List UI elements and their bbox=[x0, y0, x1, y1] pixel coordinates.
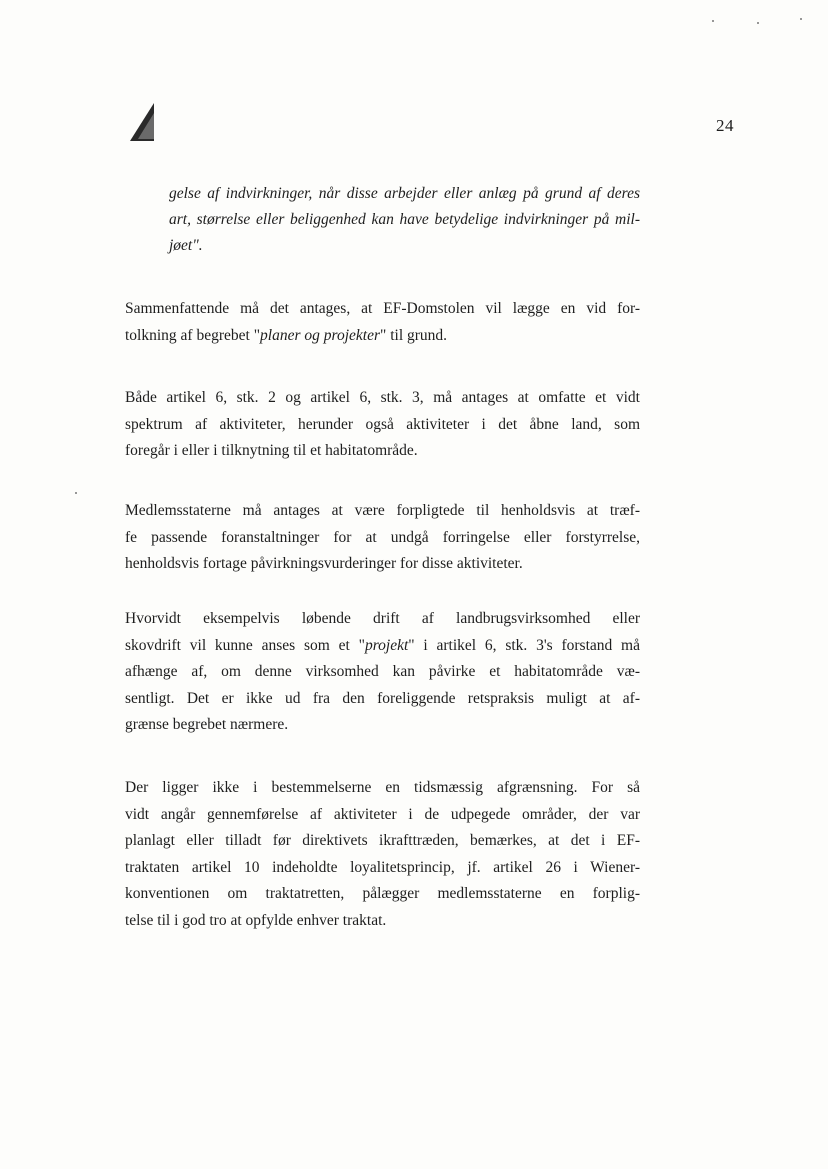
text-line: grænse begrebet nærmere. bbox=[125, 716, 289, 733]
text-line: skovdrift vil kunne anses som et "projekt" i artikel 6, stk. 3's forstand må bbox=[125, 636, 640, 654]
text-line: Hvorvidt eksempelvis løbende drift af landbrugsvirksomhed eller bbox=[125, 610, 640, 627]
text-line: fe passende foranstaltninger for at undgå forringelse eller forstyrrelse, bbox=[125, 528, 640, 546]
text-line: afhænge af, om denne virksomhed kan påvirke et habitatområde væ- bbox=[125, 663, 640, 680]
text-line: tolkning af begrebet "planer og projekter" til grund. bbox=[125, 326, 448, 344]
text-line: Medlemsstaterne må antages at være forpligtede til henholdsvis at træf- bbox=[125, 502, 640, 519]
text-line: telse til i god tro at opfylde enhver traktat. bbox=[125, 911, 387, 929]
paragraph-2 bbox=[125, 385, 640, 465]
scan-speck bbox=[800, 18, 802, 20]
text-line: konventionen om traktatretten, pålægger medlemsstaterne en forplig- bbox=[125, 885, 640, 902]
quote-line: jøet". bbox=[169, 237, 203, 254]
paragraph-4 bbox=[125, 606, 640, 739]
text-line: Sammenfattende må det antages, at EF-Domstolen vil lægge en vid for- bbox=[125, 300, 640, 317]
triangle-logo-icon bbox=[129, 103, 155, 141]
quote-line: art, størrelse eller beliggenhed kan have betydelige indvirkninger på mil- bbox=[169, 211, 640, 228]
italic-term: projekt bbox=[364, 636, 409, 654]
italic-term: planer og projekter bbox=[260, 326, 380, 344]
text-line: foregår i eller i tilknytning til et habitatområde. bbox=[125, 442, 418, 459]
text-line: traktaten artikel 10 indeholdte loyalitetsprincip, jf. artikel 26 i Wiener- bbox=[125, 858, 640, 876]
text-line: henholdsvis fortage påvirkningsvurderinger for disse aktiviteter. bbox=[125, 555, 523, 572]
paragraph-5 bbox=[125, 775, 640, 934]
paragraph-1 bbox=[125, 296, 640, 349]
text-line: sentligt. Det er ikke ud fra den foreliggende retspraksis muligt at af- bbox=[125, 689, 640, 707]
quote-line: gelse af indvirkninger, når disse arbejder eller anlæg på grund af deres bbox=[169, 185, 640, 202]
text-line: planlagt eller tilladt før direktivets ikrafttræden, bemærkes, at det i EF- bbox=[125, 832, 640, 849]
paragraph-3 bbox=[125, 498, 640, 578]
text-line: Der ligger ikke i bestemmelserne en tidsmæssig afgrænsning. For så bbox=[125, 779, 640, 796]
scan-speck bbox=[75, 492, 77, 494]
text-line: Både artikel 6, stk. 2 og artikel 6, stk. 3, må antages at omfatte et vidt bbox=[125, 389, 640, 406]
text-line: spektrum af aktiviteter, herunder også aktiviteter i det åbne land, som bbox=[125, 415, 640, 433]
scan-speck bbox=[757, 22, 759, 24]
text-line: vidt angår gennemførelse af aktiviteter i de udpegede områder, der var bbox=[125, 805, 640, 823]
quote-paragraph bbox=[169, 181, 640, 259]
page-number: 24 bbox=[716, 116, 734, 135]
scan-speck bbox=[712, 20, 714, 22]
